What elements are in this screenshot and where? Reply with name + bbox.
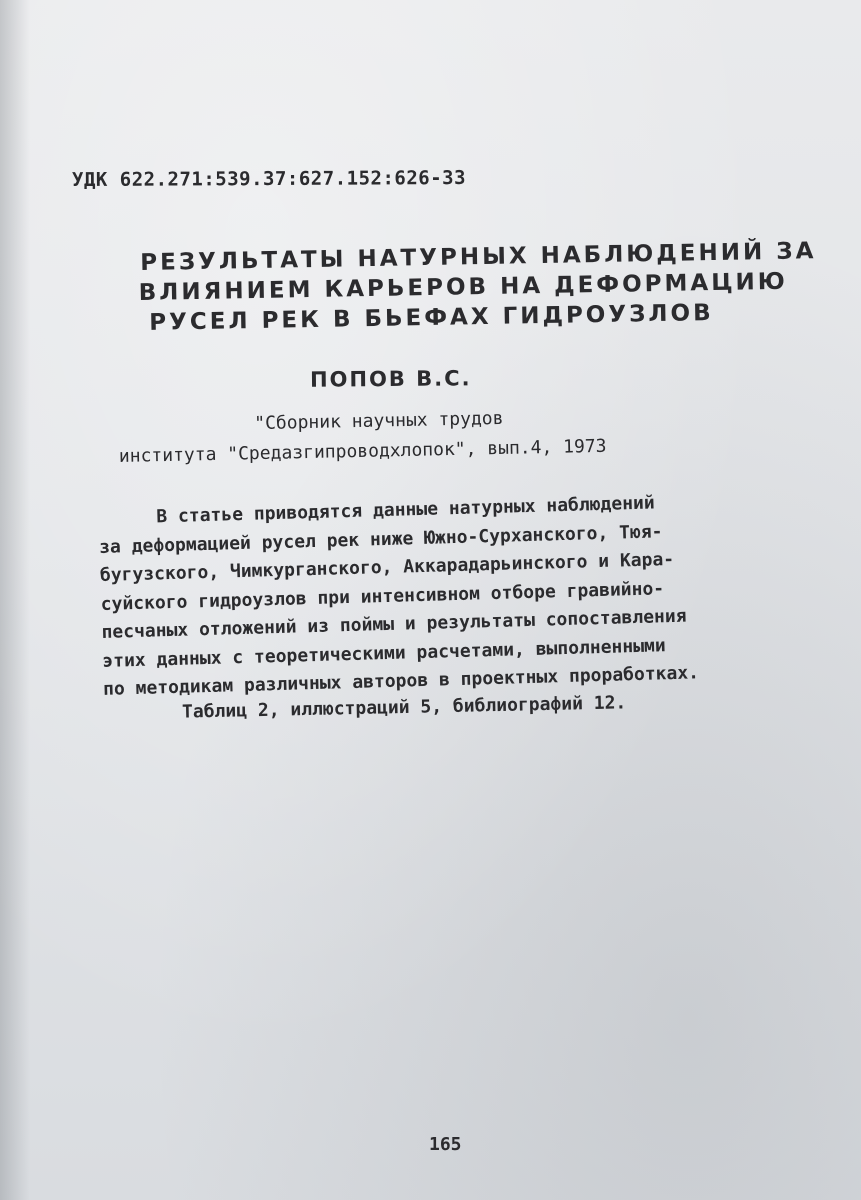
article-title (138, 238, 817, 338)
title-line: РЕЗУЛЬТАТЫ НАТУРНЫХ НАБЛЮДЕНИЙ ЗА (140, 238, 817, 276)
title-line: РУСЕЛ РЕК В БЬЕФАХ ГИДРОУЗЛОВ (149, 300, 714, 336)
source-line: "Сборник научных трудов (254, 407, 504, 435)
abstract-line: В статье приводятся данные натурных наблюдений (156, 492, 655, 528)
author-name: ПОПОВ В.С. (309, 366, 472, 392)
abstract-line: этих данных с теоретическими расчетами, выполненными (102, 634, 666, 672)
udc-code: УДК 622.271:539.37:627.152:626-33 (71, 166, 467, 192)
abstract-line: суйского гидроузлов при интенсивном отборе гравийно- (100, 577, 665, 615)
title-line: ВЛИЯНИЕМ КАРЬЕРОВ НА ДЕФОРМАЦИЮ (138, 268, 789, 307)
source-citation (118, 399, 739, 472)
abstract-line: песчаных отложений из поймы и результаты сопоставления (101, 605, 687, 643)
abstract-line: бугузского, Чимкурганского, Аккарадарьинского и Кара- (99, 548, 675, 586)
abstract-paragraph (98, 484, 843, 704)
page-edge-shadow (0, 0, 30, 1200)
abstract-line: за деформацией русел рек ниже Южно-Сурханского, Тюя- (98, 520, 663, 558)
abstract-line: по методикам различных авторов в проектных проработках. (102, 662, 700, 700)
source-line: института "Средазгипроводхлопок", вып.4, 1973 (118, 435, 607, 467)
document-stats: Таблиц 2, иллюстраций 5, библиографий 12. (181, 692, 627, 723)
page-number: 165 (429, 1134, 462, 1155)
